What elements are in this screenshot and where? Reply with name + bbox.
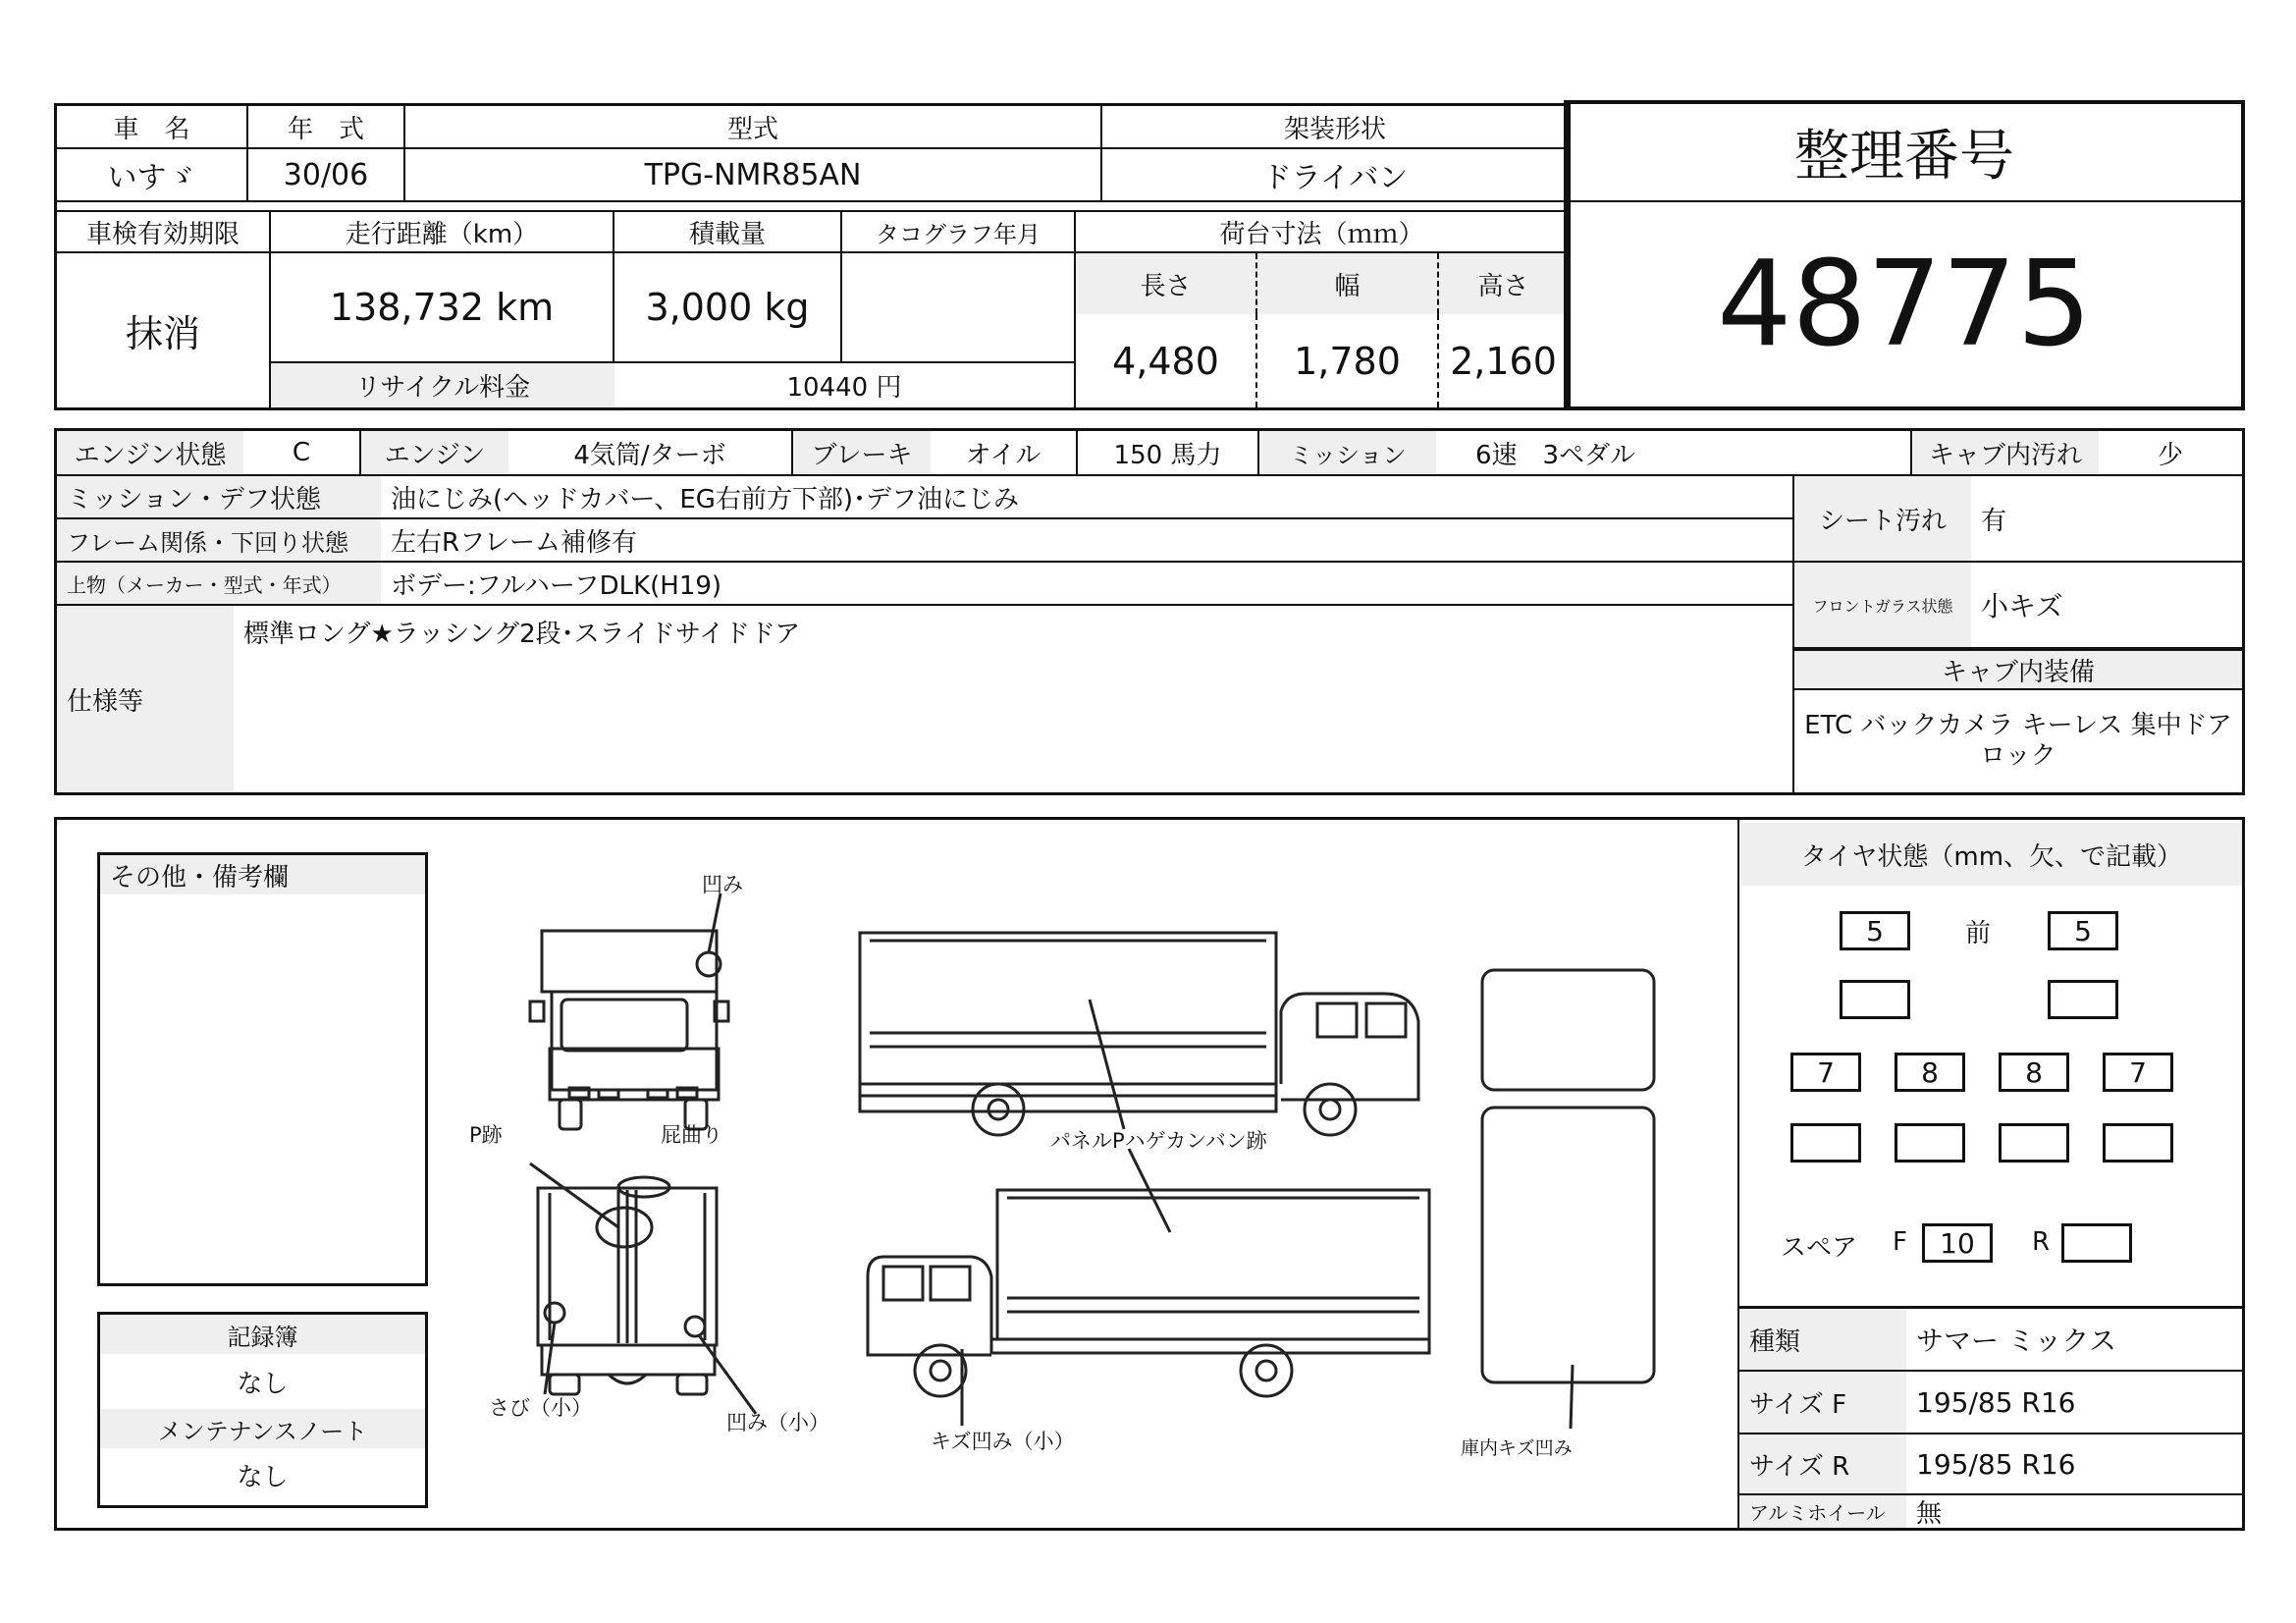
mileage-label: 走行距離（km） xyxy=(271,212,614,253)
upper-value: ボデー:フルハーフDLK(H19) xyxy=(381,563,1794,606)
tire-rear-2b xyxy=(1895,1123,1965,1163)
engine-state-value: C xyxy=(243,431,361,476)
model-value: TPG-NMR85AN xyxy=(405,149,1102,202)
tire-front-left: 5 xyxy=(1840,911,1910,950)
alloy-label: アルミホイール xyxy=(1739,1495,1906,1528)
height-label: 高さ xyxy=(1439,253,1568,314)
year-label: 年 式 xyxy=(248,106,405,149)
cab-equip-label: キャブ内装備 xyxy=(1794,649,2242,690)
mileage-value: 138,732 km xyxy=(271,253,614,363)
tire-rear-4: 7 xyxy=(2103,1053,2173,1092)
annotation-rust: さび（小） xyxy=(489,1396,592,1420)
tire-rear-3b xyxy=(1999,1123,2069,1163)
record-value: なし xyxy=(237,1369,289,1399)
mission-value: 6速 3ペダル xyxy=(1436,431,1912,476)
width-value: 1,780 xyxy=(1257,314,1439,407)
tire-type-value: サマー ミックス xyxy=(1906,1309,2242,1372)
spare-f-label: F xyxy=(1893,1227,1907,1257)
tire-rear-4b xyxy=(2103,1123,2173,1163)
annotation-dent-small: 凹み（小） xyxy=(726,1411,829,1434)
tire-size-f-label: サイズ F xyxy=(1739,1372,1906,1434)
spec-value: 標準ロング★ラッシング2段･スライドサイドドア xyxy=(234,606,1794,792)
engine-label: エンジン xyxy=(361,431,508,476)
tire-front-left-2 xyxy=(1840,980,1910,1019)
frame-label: フレーム関係・下回り状態 xyxy=(57,519,381,563)
brake-label: ブレーキ xyxy=(793,431,931,476)
inspection-label: 車検有効期限 xyxy=(57,212,271,253)
tire-front-label: 前 xyxy=(1965,919,1992,948)
year-value: 30/06 xyxy=(248,149,405,202)
tire-front-right: 5 xyxy=(2048,911,2118,950)
brake-value: オイル xyxy=(931,431,1078,476)
model-label: 型式 xyxy=(405,106,1102,149)
remarks-box xyxy=(97,852,428,1286)
maint-value: なし xyxy=(237,1462,289,1492)
frame-value: 左右Rフレーム補修有 xyxy=(381,519,1794,563)
annotation-interior: 庫内キズ凹み xyxy=(1461,1437,1573,1459)
remarks-label: その他・備考欄 xyxy=(100,855,425,894)
windshield-value: 小キズ xyxy=(1971,563,2242,649)
mission-diff-value: 油にじみ(ヘッドカバー、EG右前方下部)･デフ油にじみ xyxy=(381,476,1794,519)
tire-rear-2: 8 xyxy=(1895,1053,1965,1092)
annotation-panel: パネルPハゲカンバン跡 xyxy=(1050,1129,1267,1153)
alloy-value: 無 xyxy=(1916,1499,1943,1528)
spec-label: 仕様等 xyxy=(57,606,234,792)
spare-f-value: 10 xyxy=(1922,1223,1993,1263)
tire-type-label: 種類 xyxy=(1739,1309,1906,1372)
row-gap xyxy=(57,202,1568,212)
ref-number-label: 整理番号 xyxy=(1568,104,2241,202)
seat-dirt-label: シート汚れ xyxy=(1794,476,1971,563)
annotation-p-mark: P跡 xyxy=(469,1123,503,1147)
tacho-value xyxy=(842,253,1076,363)
tire-size-r-value: 195/85 R16 xyxy=(1906,1434,2242,1495)
width-label: 幅 xyxy=(1257,253,1439,314)
mission-label: ミッション xyxy=(1259,431,1436,476)
car-name-label: 車 名 xyxy=(57,106,248,149)
tire-rear-1b xyxy=(1790,1123,1861,1163)
spare-r-value xyxy=(2061,1223,2132,1263)
payload-label: 積載量 xyxy=(614,212,842,253)
spare-label: スペア xyxy=(1781,1233,1858,1263)
tire-front-right-2 xyxy=(2048,980,2118,1019)
upper-label: 上物（メーカー・型式・年式） xyxy=(57,563,381,606)
power-value: 150 馬力 xyxy=(1078,431,1259,476)
engine-value: 4気筒/ターボ xyxy=(508,431,793,476)
tire-info-table xyxy=(1739,1306,2242,1528)
annotation-scratch-dent: キズ凹み（小） xyxy=(931,1430,1075,1453)
cab-equip-value: ETC バックカメラ キーレス 集中ドアロック xyxy=(1804,710,2232,771)
mission-diff-label: ミッション・デフ状態 xyxy=(57,476,381,519)
ref-number-box xyxy=(1564,100,2245,410)
tire-title: タイヤ状態（mm、欠、で記載） xyxy=(1741,823,2242,886)
tire-size-r-label: サイズ R xyxy=(1739,1434,1906,1495)
seat-dirt-value: 有 xyxy=(1971,476,2242,563)
spare-r-label: R xyxy=(2032,1227,2051,1257)
annotation-dent-top: 凹み xyxy=(702,873,743,896)
payload-value: 3,000 kg xyxy=(614,253,842,363)
tire-rear-3: 8 xyxy=(1999,1053,2069,1092)
recycle-label: リサイクル料金 xyxy=(271,363,614,407)
body-type-label: 架装形状 xyxy=(1102,106,1568,149)
engine-state-label: エンジン状態 xyxy=(57,431,243,476)
height-value: 2,160 xyxy=(1450,339,1557,383)
cab-dirt-value: 少 xyxy=(2099,431,2242,476)
annotation-bent: 屁曲り xyxy=(661,1123,722,1147)
bed-size-label: 荷台寸法（ｍｍ） xyxy=(1076,212,1568,253)
car-name-value: いすゞ xyxy=(57,149,248,202)
length-label: 長さ xyxy=(1076,253,1257,314)
maint-label: メンテナンスノート xyxy=(100,1409,425,1448)
record-box xyxy=(97,1312,428,1508)
length-value: 4,480 xyxy=(1076,314,1257,407)
recycle-value: 10440 円 xyxy=(614,363,1076,407)
record-label: 記録簿 xyxy=(100,1315,425,1354)
cab-dirt-label: キャブ内汚れ xyxy=(1912,431,2099,476)
inspection-value: 抹消 xyxy=(57,253,271,407)
windshield-label: フロントガラス状態 xyxy=(1794,563,1971,649)
header-table xyxy=(54,103,1571,410)
tire-size-f-value: 195/85 R16 xyxy=(1906,1372,2242,1434)
body-type-value: ドライバン xyxy=(1102,149,1568,202)
condition-table xyxy=(54,428,2245,795)
tire-rear-1: 7 xyxy=(1790,1053,1861,1092)
ref-number-value: 48775 xyxy=(1717,236,2092,373)
tacho-label: タコグラフ年月 xyxy=(842,212,1076,253)
